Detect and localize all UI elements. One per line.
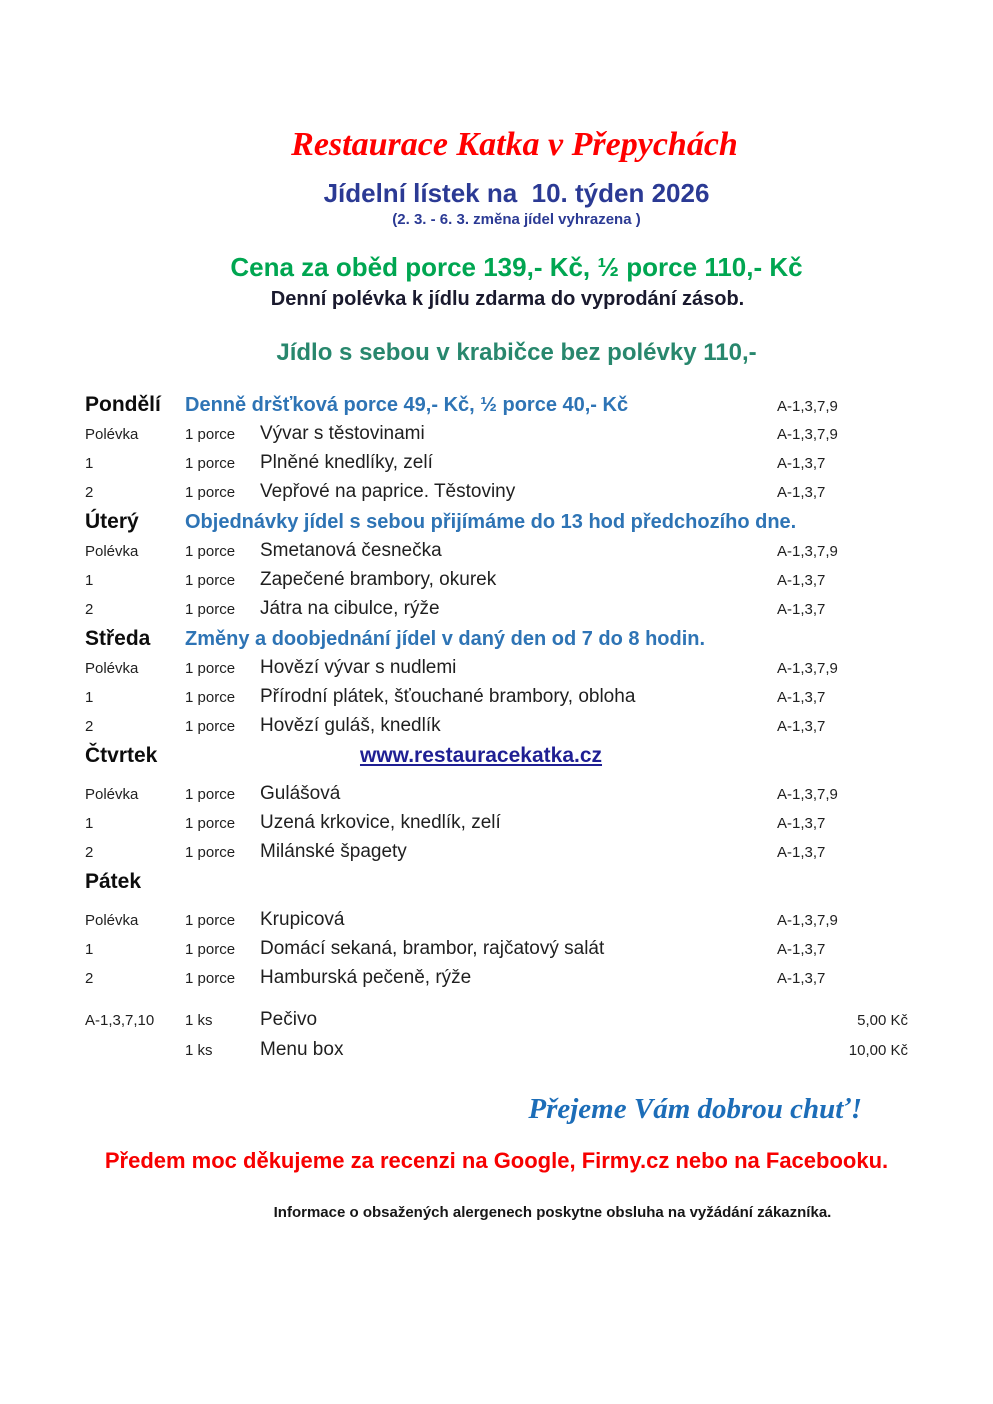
item-allergens: A-1,3,7: [777, 601, 826, 618]
item-portion: 1 porce: [185, 455, 236, 472]
allergen-info-note: Informace o obsažených alergenech poskytne obsluha na vyžádání zákazníka.: [273, 1204, 832, 1221]
menu-days: [85, 393, 908, 996]
item-dish: Smetanová česnečka: [260, 540, 442, 561]
item-portion: 1 porce: [185, 970, 236, 987]
item-dish: Milánské špagety: [260, 841, 407, 862]
weekly-menu: [85, 393, 908, 1069]
item-portion: 1 porce: [185, 601, 236, 618]
item-portion: 1 porce: [185, 718, 236, 735]
day-header: [85, 510, 908, 540]
extra-item-row: [85, 1009, 908, 1039]
day-header: [85, 627, 908, 657]
item-dish: Vepřové na paprice. Těstoviny: [260, 481, 516, 502]
item-portion: 1 porce: [185, 844, 236, 861]
item-label: 1: [85, 455, 94, 472]
item-portion: 1 porce: [185, 912, 236, 929]
menu-item-row: [85, 423, 908, 452]
item-allergens: A-1,3,7: [777, 815, 826, 832]
item-allergens: A-1,3,7,9: [777, 660, 838, 677]
item-label: 1: [85, 941, 94, 958]
item-dish: Játra na cibulce, rýže: [260, 598, 440, 619]
item-dish: Vývar s těstovinami: [260, 423, 425, 444]
item-portion: 1 porce: [185, 786, 236, 803]
item-allergens: A-1,3,7: [777, 689, 826, 706]
extra-dish: Pečivo: [260, 1009, 318, 1030]
day-note-area: [185, 394, 777, 417]
item-portion: 1 porce: [185, 426, 236, 443]
item-allergens: A-1,3,7,9: [777, 912, 838, 929]
item-label: 1: [85, 689, 94, 706]
item-label: Polévka: [85, 660, 139, 677]
day-note: Změny a doobjednání jídel v daný den od 7 do 8 hodin.: [185, 628, 706, 650]
day-header: [85, 393, 908, 423]
day-name: Úterý: [85, 510, 139, 533]
item-portion: 1 porce: [185, 941, 236, 958]
menu-week-heading: Jídelní lístek na 10. týden 2026: [323, 178, 710, 208]
day-note: Denně dršťková porce 49,- Kč, ½ porce 40,- Kč: [185, 394, 629, 416]
extra-price: 5,00 Kč: [857, 1012, 908, 1029]
item-label: 2: [85, 484, 94, 501]
item-label: Polévka: [85, 912, 139, 929]
item-dish: Uzená krkovice, knedlík, zelí: [260, 812, 501, 833]
day-name: Pátek: [85, 870, 142, 893]
bon-appetit-wish: Přejeme Vám dobrou chuť!: [528, 1093, 862, 1125]
item-allergens: A-1,3,7,9: [777, 543, 838, 560]
item-portion: 1 porce: [185, 572, 236, 589]
menu-item-row: [85, 657, 908, 686]
date-range-note: (2. 3. - 6. 3. změna jídel vyhrazena ): [392, 211, 641, 228]
extra-dish: Menu box: [260, 1039, 344, 1060]
menu-item-row: [85, 909, 908, 938]
menu-item-row: [85, 812, 908, 841]
extra-item-row: [85, 1039, 908, 1069]
item-label: 2: [85, 844, 94, 861]
day-note-area: [185, 744, 777, 768]
day-header: [85, 870, 908, 900]
item-label: 2: [85, 718, 94, 735]
menu-item-row: [85, 686, 908, 715]
item-allergens: A-1,3,7: [777, 455, 826, 472]
item-portion: 1 porce: [185, 815, 236, 832]
day-section: [85, 393, 908, 510]
item-allergens: A-1,3,7,9: [777, 426, 838, 443]
restaurant-title: Restaurace Katka v Přepychách: [291, 126, 738, 163]
lunch-price-line: Cena za oběd porce 139,- Kč, ½ porce 110,- Kč: [230, 252, 803, 282]
item-portion: 1 porce: [185, 543, 236, 560]
item-dish: Plněné knedlíky, zelí: [260, 452, 433, 473]
day-section: [85, 870, 908, 996]
item-allergens: A-1,3,7: [777, 484, 826, 501]
item-dish: Krupicová: [260, 909, 345, 930]
free-soup-note: Denní polévka k jídlu zdarma do vyprodání zásob.: [270, 288, 745, 310]
day-section: [85, 627, 908, 744]
extra-portion: 1 ks: [185, 1042, 213, 1059]
day-note-area: [185, 628, 777, 651]
item-dish: Hovězí vývar s nudlemi: [260, 657, 457, 678]
menu-item-row: [85, 598, 908, 627]
day-note-allergens: A-1,3,7,9: [777, 398, 838, 415]
item-portion: 1 porce: [185, 660, 236, 677]
item-label: 1: [85, 815, 94, 832]
extra-portion: 1 ks: [185, 1012, 213, 1029]
menu-item-row: [85, 481, 908, 510]
item-allergens: A-1,3,7: [777, 970, 826, 987]
menu-item-row: [85, 569, 908, 598]
item-label: Polévka: [85, 426, 139, 443]
item-label: 2: [85, 601, 94, 618]
day-section: [85, 744, 908, 870]
menu-item-row: [85, 967, 908, 996]
item-label: 1: [85, 572, 94, 589]
menu-item-row: [85, 783, 908, 812]
item-allergens: A-1,3,7: [777, 941, 826, 958]
item-label: Polévka: [85, 543, 139, 560]
menu-item-row: [85, 841, 908, 870]
item-allergens: A-1,3,7: [777, 572, 826, 589]
day-name: Středa: [85, 627, 151, 650]
item-allergens: A-1,3,7: [777, 718, 826, 735]
menu-extras: [85, 1009, 908, 1069]
item-dish: Gulášová: [260, 783, 341, 804]
item-label: Polévka: [85, 786, 139, 803]
item-dish: Domácí sekaná, brambor, rajčatový salát: [260, 938, 605, 959]
item-dish: Hamburská pečeně, rýže: [260, 967, 472, 988]
takeaway-price-note: Jídlo s sebou v krabičce bez polévky 110,-: [276, 339, 757, 366]
menu-item-row: [85, 540, 908, 569]
menu-item-row: [85, 715, 908, 744]
day-section: [85, 510, 908, 627]
day-note-area: [185, 511, 797, 534]
item-dish: Přírodní plátek, šťouchané brambory, obloha: [260, 686, 636, 707]
day-note: Objednávky jídel s sebou přijímáme do 13 hod předchozího dne.: [185, 511, 797, 533]
day-name: Čtvrtek: [85, 744, 158, 767]
item-dish: Hovězí guláš, knedlík: [260, 715, 441, 736]
day-header: [85, 744, 908, 774]
item-portion: 1 porce: [185, 484, 236, 501]
item-allergens: A-1,3,7: [777, 844, 826, 861]
extra-allergens: A-1,3,7,10: [85, 1012, 155, 1029]
extra-price: 10,00 Kč: [848, 1042, 908, 1059]
item-label: 2: [85, 970, 94, 987]
menu-item-row: [85, 938, 908, 967]
item-dish: Zapečené brambory, okurek: [260, 569, 497, 590]
review-request: Předem moc děkujeme za recenzi na Google, Firmy.cz nebo na Facebooku.: [104, 1148, 889, 1173]
menu-item-row: [85, 452, 908, 481]
website-link[interactable]: www.restauracekatka.cz: [359, 744, 603, 767]
item-portion: 1 porce: [185, 689, 236, 706]
item-allergens: A-1,3,7,9: [777, 786, 838, 803]
day-name: Pondělí: [85, 393, 161, 416]
